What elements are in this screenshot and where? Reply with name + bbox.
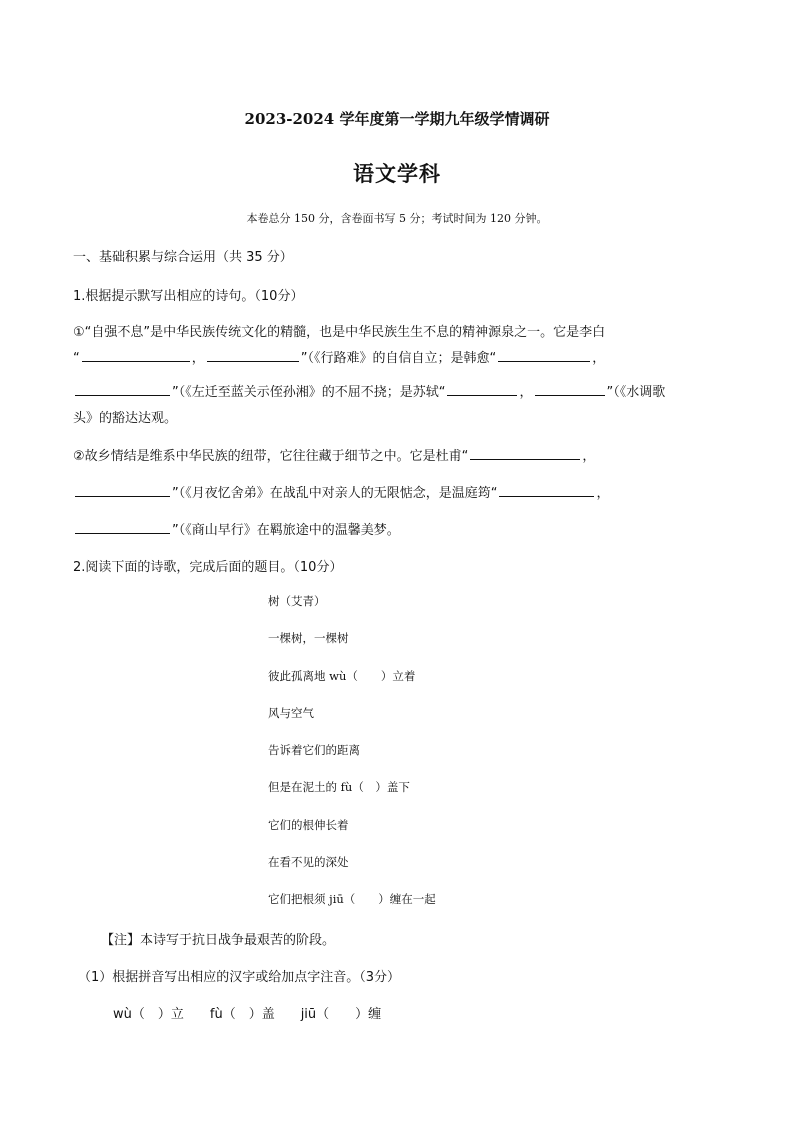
- text: ”（《左迁至蓝关示侄孙湘》的不屈不挠；是苏轼“: [172, 385, 446, 400]
- q1-para2-line3: [73, 519, 400, 538]
- text: ②故乡情结是维系中华民族的纽带，它往往藏于细节之中。它是杜甫“: [73, 449, 469, 464]
- text: ”（《水调歌: [606, 385, 666, 400]
- answer-blank[interactable]: [75, 381, 170, 396]
- text: ，: [592, 351, 606, 366]
- answer-blank[interactable]: [499, 482, 594, 497]
- q1-para1-line3: [73, 381, 665, 400]
- text: “: [73, 351, 80, 366]
- question-2-stem: 2.阅读下面的诗歌，完成后面的题目。（10分）: [73, 560, 343, 575]
- poem-annotation: 【注】本诗写于抗日战争最艰苦的阶段。: [101, 933, 336, 948]
- poem-line: 它们的根伸长着: [268, 818, 349, 832]
- answer-blank[interactable]: [75, 482, 170, 497]
- poem-line: 告诉着它们的距离: [268, 743, 360, 757]
- answer-blank[interactable]: [207, 347, 299, 362]
- pinyin-row: wù（ ）立 fù（ ）盖 jiū（ ）缠: [113, 1007, 382, 1022]
- q1-para1-line2: [73, 347, 605, 366]
- text: ”（《月夜忆舍弟》在战乱中对亲人的无限惦念，是温庭筠“: [172, 486, 498, 501]
- q1-para2-line1: [73, 445, 595, 464]
- poem-line: 但是在泥土的 fù（ ）盖下: [268, 780, 410, 794]
- poem-line: 它们把根须 jiū（ ）缠在一起: [268, 892, 436, 906]
- text: ，: [582, 449, 596, 464]
- exam-note: 本卷总分 150 分，含卷面书写 5 分；考试时间为 120 分钟。: [246, 212, 548, 225]
- subject-title: 语文学科: [353, 162, 441, 186]
- exam-title: 2023-2024 学年度第一学期九年级学情调研: [244, 110, 550, 128]
- poem-line: 一棵树，一棵树: [268, 631, 349, 645]
- q1-para1-line1: ①“自强不息”是中华民族传统文化的精髓，也是中华民族生生不息的精神源泉之一。它是李白: [73, 325, 606, 340]
- answer-blank[interactable]: [498, 347, 590, 362]
- sub-question-1: （1）根据拼音写出相应的汉字或给加点字注音。（3分）: [78, 970, 401, 985]
- answer-blank[interactable]: [447, 381, 517, 396]
- poem-line: 彼此孤离地 wù（ ）立着: [268, 669, 416, 683]
- text: ，: [596, 486, 610, 501]
- text: ”（《行路难》的自信自立；是韩愈“: [300, 351, 497, 366]
- poem-line: 在看不见的深处: [268, 855, 349, 869]
- answer-blank[interactable]: [82, 347, 190, 362]
- question-1-stem: 1.根据提示默写出相应的诗句。（10分）: [73, 289, 304, 304]
- text: ”（《商山早行》在羁旅途中的温馨美梦。: [172, 523, 400, 538]
- answer-blank[interactable]: [535, 381, 605, 396]
- section-heading: 一、基础积累与综合运用（共 35 分）: [73, 250, 293, 265]
- text: ，: [191, 351, 205, 366]
- poem-line: 风与空气: [268, 706, 314, 720]
- text: ，: [519, 385, 533, 400]
- answer-blank[interactable]: [75, 519, 170, 534]
- poem-line: 树（艾青）: [268, 594, 326, 608]
- q1-para1-line4: 头》的豁达达观。: [73, 411, 178, 426]
- q1-para2-line2: [73, 482, 610, 501]
- answer-blank[interactable]: [470, 445, 580, 460]
